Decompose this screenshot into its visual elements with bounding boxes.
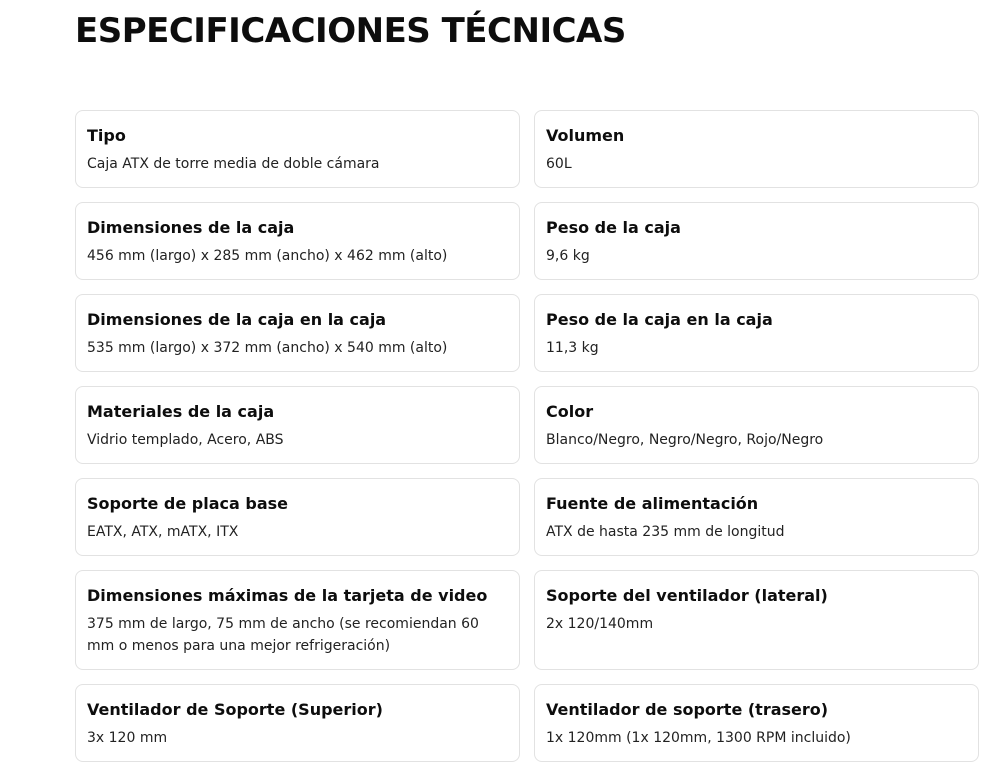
spec-label: Color (546, 402, 594, 421)
spec-label: Dimensiones de la caja (87, 218, 295, 237)
spec-value: 9,6 kg (546, 248, 590, 264)
spec-value: EATX, ATX, mATX, ITX (87, 524, 239, 540)
spec-label: Peso de la caja (546, 218, 681, 237)
spec-card-dimensiones-embalaje (75, 294, 520, 372)
spec-label: Volumen (546, 126, 625, 145)
spec-value: 535 mm (largo) x 372 mm (ancho) x 540 mm (alto) (87, 340, 448, 356)
spec-card-color (534, 386, 979, 464)
spec-label: Fuente de alimentación (546, 494, 759, 513)
spec-card-materiales (75, 386, 520, 464)
spec-card-ventilador-trasero (534, 684, 979, 762)
spec-card-peso (534, 202, 979, 280)
spec-value: Blanco/Negro, Negro/Negro, Rojo/Negro (546, 432, 824, 448)
spec-grid (75, 110, 979, 762)
spec-label: Soporte de placa base (87, 494, 289, 513)
spec-label: Tipo (87, 126, 126, 145)
spec-label: Ventilador de Soporte (Superior) (87, 700, 383, 719)
spec-value: 375 mm de largo, 75 mm de ancho (se recomiendan 60 mm o menos para una mejor refrigeración) (87, 616, 479, 654)
spec-value: 60L (546, 156, 572, 172)
page-title: ESPECIFICACIONES TÉCNICAS (75, 11, 626, 51)
spec-value: 1x 120mm (1x 120mm, 1300 RPM incluido) (546, 730, 851, 746)
spec-card-ventilador-lateral (534, 570, 979, 670)
spec-value: Vidrio templado, Acero, ABS (87, 432, 284, 448)
spec-card-ventilador-superior (75, 684, 520, 762)
spec-value: 3x 120 mm (87, 730, 168, 746)
spec-label: Materiales de la caja (87, 402, 275, 421)
spec-value: 2x 120/140mm (546, 616, 654, 632)
spec-label: Soporte del ventilador (lateral) (546, 586, 828, 605)
spec-card-tipo (75, 110, 520, 188)
spec-card-volumen (534, 110, 979, 188)
spec-label: Ventilador de soporte (trasero) (546, 700, 829, 719)
spec-value: Caja ATX de torre media de doble cámara (87, 156, 380, 172)
spec-label: Peso de la caja en la caja (546, 310, 773, 329)
spec-value: 456 mm (largo) x 285 mm (ancho) x 462 mm (alto) (87, 248, 448, 264)
spec-label: Dimensiones de la caja en la caja (87, 310, 387, 329)
spec-card-fuente (534, 478, 979, 556)
spec-card-tarjeta-video (75, 570, 520, 670)
spec-card-placa-base (75, 478, 520, 556)
spec-value: 11,3 kg (546, 340, 599, 356)
spec-value: ATX de hasta 235 mm de longitud (546, 524, 785, 540)
spec-label: Dimensiones máximas de la tarjeta de video (87, 586, 488, 605)
spec-card-peso-embalaje (534, 294, 979, 372)
spec-card-dimensiones (75, 202, 520, 280)
